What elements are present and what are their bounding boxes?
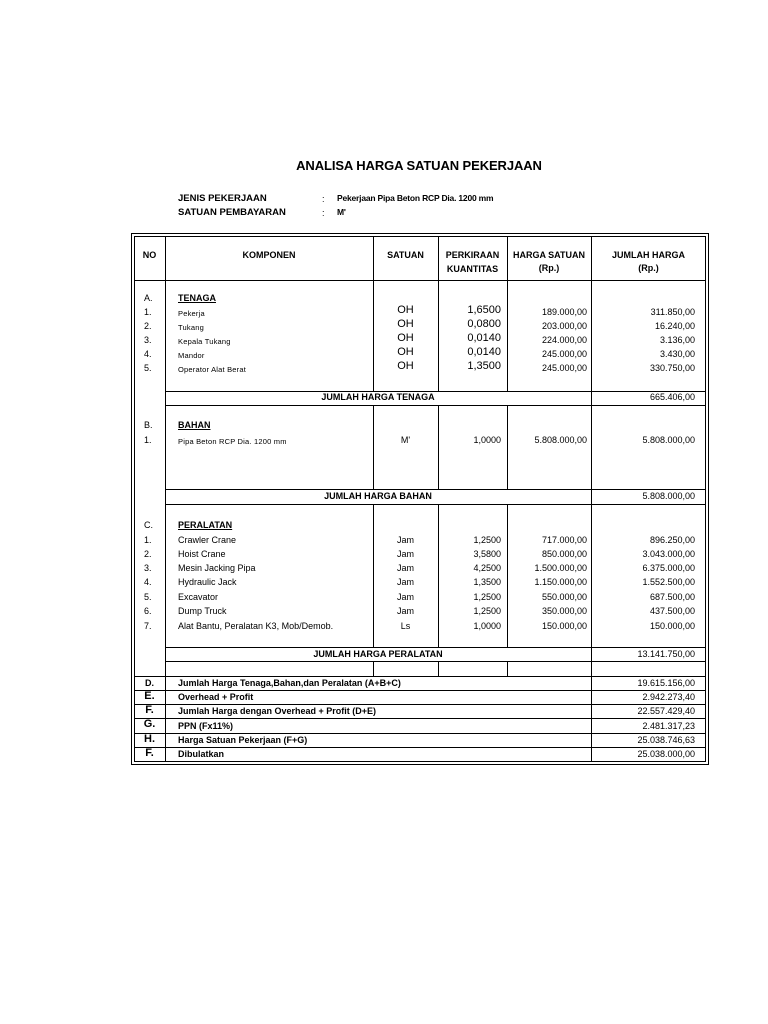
row-kuantitas: 1,3500: [467, 360, 501, 372]
summary-label: Harga Satuan Pekerjaan (F+G): [178, 735, 308, 745]
total-bahan-label: JUMLAH HARGA BAHAN: [324, 491, 432, 501]
row-harga: 245.000,00: [541, 349, 587, 359]
summary-value: 25.038.000,00: [637, 749, 695, 759]
summary-no: H.: [144, 733, 155, 745]
row-nama: Excavator: [178, 592, 219, 602]
row-jumlah: 1.552.500,00: [642, 577, 695, 587]
row-jumlah: 437.500,00: [649, 606, 695, 616]
row-satuan: Jam: [396, 577, 414, 587]
row-jumlah: 330.750,00: [649, 363, 695, 373]
row-kuantitas: 1,0000: [473, 621, 501, 631]
row-satuan: M': [400, 435, 411, 445]
satuan-pembayaran-label: SATUAN PEMBAYARAN: [178, 207, 286, 218]
row-kuantitas: 1,2500: [473, 535, 501, 545]
row-satuan: OH: [397, 332, 414, 344]
row-no: 1.: [144, 435, 152, 445]
section-letter: B.: [144, 420, 153, 430]
row-satuan: OH: [397, 304, 414, 316]
colon: :: [322, 208, 325, 218]
total-peralatan-label: JUMLAH HARGA PERALATAN: [313, 649, 443, 659]
header-komponen: KOMPONEN: [242, 250, 296, 260]
section-letter: C.: [144, 520, 153, 530]
row-satuan: OH: [397, 318, 414, 330]
summary-label: Jumlah Harga dengan Overhead + Profit (D+E): [178, 706, 377, 716]
row-satuan: OH: [397, 346, 414, 358]
summary-value: 19.615.156,00: [637, 678, 695, 688]
header-harga-satuan: HARGA SATUAN: [513, 250, 585, 260]
header-satuan: SATUAN: [387, 250, 424, 260]
row-harga: 203.000,00: [541, 321, 587, 331]
row-nama: Dump Truck: [178, 606, 227, 616]
row-harga: 1.150.000,00: [534, 577, 587, 587]
row-harga: 5.808.000,00: [534, 435, 587, 445]
row-no: 1.: [144, 307, 152, 317]
row-harga: 717.000,00: [541, 535, 587, 545]
summary-value: 22.557.429,40: [637, 706, 695, 716]
row-nama: Hoist Crane: [178, 549, 226, 559]
header-no: NO: [142, 250, 157, 260]
section-heading-bahan: BAHAN: [178, 420, 211, 430]
row-harga: 189.000,00: [541, 307, 587, 317]
row-kuantitas: 0,0140: [467, 332, 501, 344]
row-no: 1.: [144, 535, 152, 545]
row-nama: Hydraulic Jack: [178, 577, 237, 587]
row-satuan: OH: [397, 360, 414, 372]
row-satuan: Jam: [396, 535, 414, 545]
row-harga: 224.000,00: [541, 335, 587, 345]
row-nama: Mandor: [178, 351, 205, 360]
summary-no: E.: [144, 690, 155, 702]
header-kuantitas: KUANTITAS: [446, 264, 499, 274]
row-nama: Kepala Tukang: [178, 337, 231, 346]
jenis-pekerjaan-label: JENIS PEKERJAAN: [178, 193, 267, 204]
row-jumlah: 3.043.000,00: [642, 549, 695, 559]
summary-no: F.: [145, 747, 154, 759]
summary-no: F.: [145, 704, 154, 716]
summary-no: G.: [143, 718, 156, 730]
row-jumlah: 6.375.000,00: [642, 563, 695, 573]
row-no: 3.: [144, 563, 152, 573]
row-kuantitas: 4,2500: [473, 563, 501, 573]
row-jumlah: 896.250,00: [649, 535, 695, 545]
row-satuan: Jam: [396, 606, 414, 616]
row-jumlah: 311.850,00: [650, 307, 695, 317]
row-kuantitas: 1,3500: [473, 577, 501, 587]
summary-value: 2.481.317,23: [642, 721, 695, 731]
row-harga: 150.000,00: [541, 621, 587, 631]
row-no: 4.: [144, 577, 152, 587]
row-kuantitas: 1,2500: [473, 592, 501, 602]
row-harga: 245.000,00: [541, 363, 587, 373]
summary-no: D.: [145, 678, 154, 688]
header-jumlah-harga: JUMLAH HARGA: [612, 250, 685, 260]
row-no: 2.: [144, 549, 152, 559]
summary-value: 2.942.273,40: [642, 692, 695, 702]
summary-label: PPN (Fx11%): [178, 721, 234, 731]
total-bahan-value: 5.808.000,00: [642, 491, 695, 501]
row-no: 6.: [144, 606, 152, 616]
header-perkiraan: PERKIRAAN: [445, 250, 500, 260]
colon: :: [322, 194, 325, 204]
total-peralatan-value: 13.141.750,00: [637, 649, 695, 659]
header-harga-rp: (Rp.): [538, 263, 560, 273]
summary-label: Dibulatkan: [178, 749, 225, 759]
row-nama: Mesin Jacking Pipa: [178, 563, 256, 573]
satuan-pembayaran-value: M': [337, 207, 346, 217]
section-heading-tenaga: TENAGA: [178, 293, 216, 303]
row-satuan: Jam: [396, 549, 414, 559]
section-letter: A.: [144, 293, 153, 303]
row-no: 7.: [144, 621, 152, 631]
row-satuan: Jam: [396, 592, 414, 602]
summary-label: Jumlah Harga Tenaga,Bahan,dan Peralatan (A+B+C): [178, 678, 401, 688]
section-heading-peralatan: PERALATAN: [178, 520, 233, 530]
row-jumlah: 5.808.000,00: [642, 435, 695, 445]
total-tenaga-value: 665.406,00: [649, 392, 695, 402]
row-jumlah: 687.500,00: [649, 592, 695, 602]
row-harga: 850.000,00: [541, 549, 587, 559]
row-nama: Pipa Beton RCP Dia. 1200 mm: [178, 437, 287, 446]
row-nama: Operator Alat Berat: [178, 365, 247, 374]
row-satuan: Ls: [400, 621, 411, 631]
row-kuantitas: 1,2500: [473, 606, 501, 616]
summary-label: Overhead + Profit: [178, 692, 254, 702]
header-jumlah-rp: (Rp.): [638, 263, 659, 273]
row-no: 5.: [144, 592, 152, 602]
row-no: 5.: [144, 363, 152, 373]
row-harga: 550.000,00: [541, 592, 587, 602]
row-jumlah: 16.240,00: [654, 321, 695, 331]
row-no: 4.: [144, 349, 152, 359]
summary-value: 25.038.746,63: [637, 735, 695, 745]
row-harga: 350.000,00: [541, 606, 587, 616]
page-title: ANALISA HARGA SATUAN PEKERJAAN: [296, 158, 542, 173]
jenis-pekerjaan-value: Pekerjaan Pipa Beton RCP Dia. 1200 mm: [337, 193, 494, 203]
row-kuantitas: 1,0000: [473, 435, 501, 445]
row-no: 3.: [144, 335, 152, 345]
row-nama: Tukang: [178, 323, 204, 332]
row-kuantitas: 1,6500: [467, 304, 501, 316]
row-kuantitas: 0,0800: [467, 318, 501, 330]
row-kuantitas: 0,0140: [467, 346, 501, 358]
row-nama: Pekerja: [178, 309, 205, 318]
row-jumlah: 150.000,00: [649, 621, 695, 631]
row-satuan: Jam: [396, 563, 414, 573]
row-harga: 1.500.000,00: [534, 563, 587, 573]
row-nama: Crawler Crane: [178, 535, 237, 545]
row-jumlah: 3.136,00: [659, 335, 695, 345]
row-nama: Alat Bantu, Peralatan K3, Mob/Demob.: [178, 621, 334, 631]
row-kuantitas: 3,5800: [473, 549, 501, 559]
total-tenaga-label: JUMLAH HARGA TENAGA: [321, 392, 435, 402]
row-jumlah: 3.430,00: [659, 349, 695, 359]
row-no: 2.: [144, 321, 152, 331]
